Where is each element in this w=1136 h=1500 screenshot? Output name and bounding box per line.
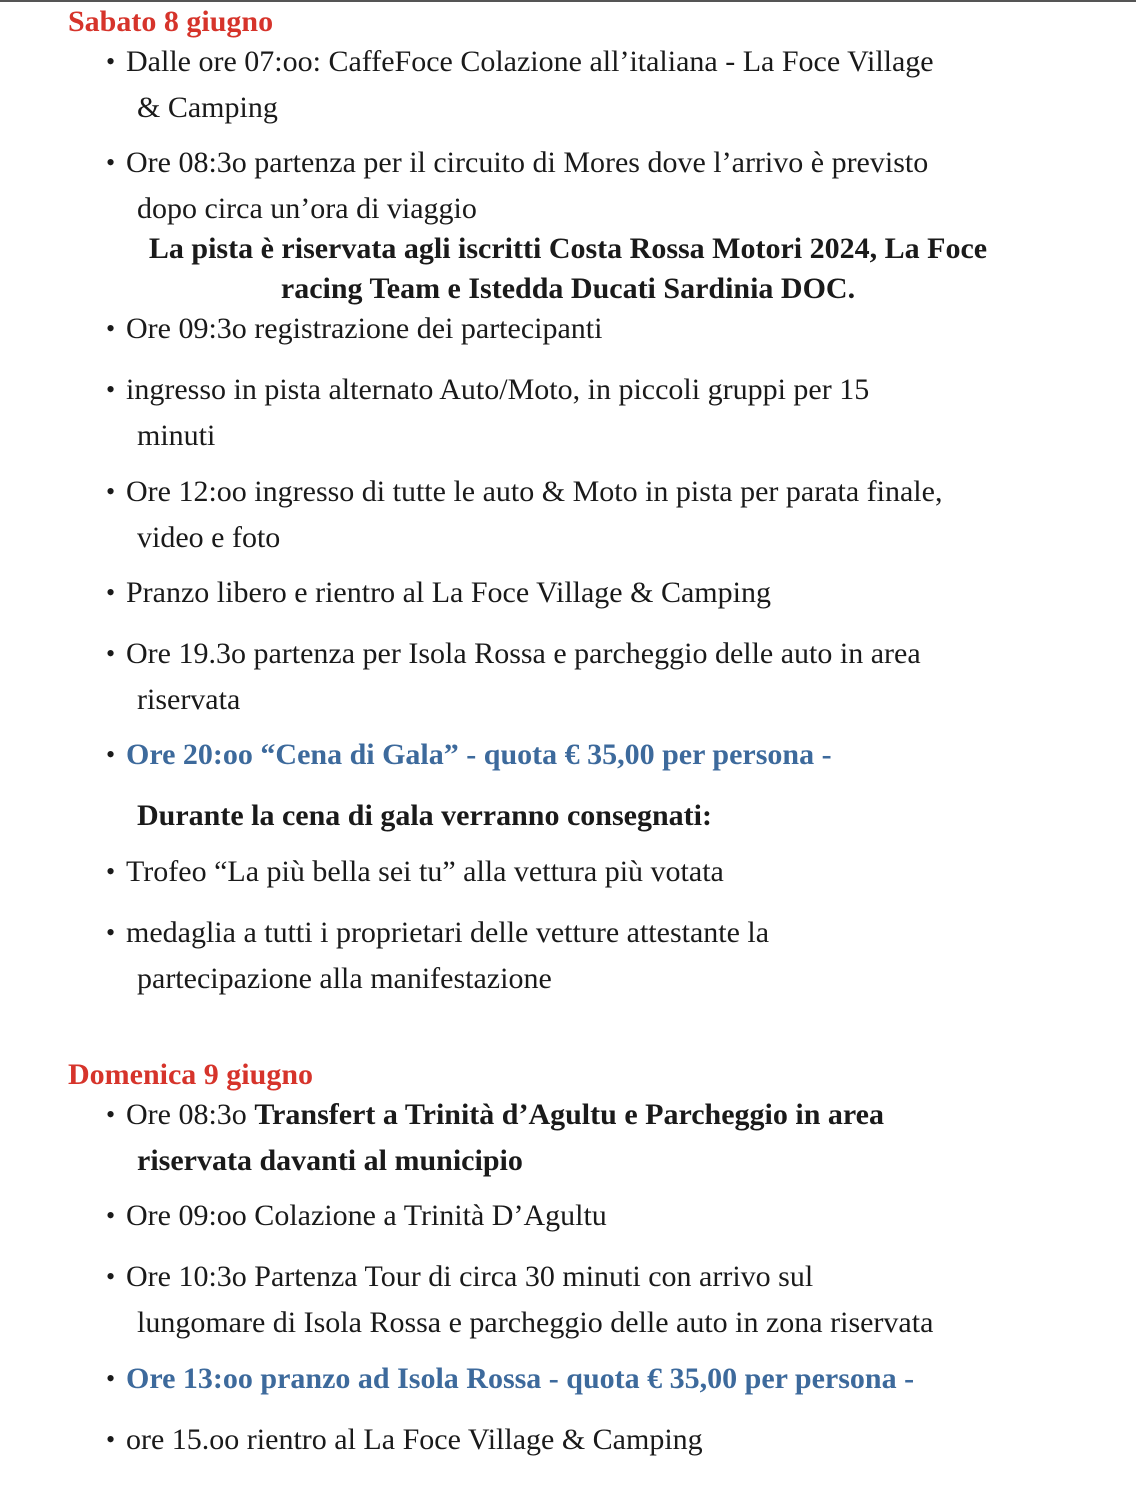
bullet-icon: •	[106, 918, 116, 947]
item-text: Ore 09:oo Colazione a Trinità D’Agultu	[126, 1199, 607, 1232]
notice-line: La pista è riservata agli iscritti Costa Rossa Motori 2024, La Foce	[148, 232, 988, 265]
bullet-icon: •	[106, 1100, 116, 1129]
notice-line: racing Team e Istedda Ducati Sardinia DOC.	[280, 272, 856, 305]
bullet-icon: •	[106, 578, 116, 607]
item-text	[106, 1092, 1096, 1138]
item-text: Ore 19.3o partenza per Isola Rossa e parcheggio delle auto in area	[126, 637, 921, 670]
heading-domenica: Domenica 9 giugno	[68, 1058, 314, 1091]
list-item	[106, 39, 1096, 131]
list-item	[106, 367, 1096, 459]
item-text: medaglia a tutti i proprietari delle vetture attestante la	[126, 916, 770, 949]
bullet-icon: •	[106, 1364, 116, 1393]
list-item	[106, 910, 1096, 1002]
list-item	[106, 469, 1096, 561]
list-item	[106, 570, 1096, 616]
list-item	[106, 1193, 1096, 1239]
bullet-icon: •	[106, 740, 116, 769]
gala-subheading: Durante la cena di gala verranno consegnati:	[137, 799, 712, 832]
track-notice	[68, 229, 1068, 309]
item-text-continued: minuti	[137, 419, 216, 452]
bullet-icon: •	[106, 47, 116, 76]
bullet-icon: •	[106, 639, 116, 668]
item-text: Ore 10:3o Partenza Tour di circa 30 minuti con arrivo sul	[126, 1260, 814, 1293]
item-text-continued: riservata	[137, 683, 241, 716]
item-text-continued: riservata davanti al municipio	[137, 1144, 523, 1177]
bullet-icon: •	[106, 314, 116, 343]
item-text-continued: partecipazione alla manifestazione	[137, 962, 552, 995]
list-item	[106, 631, 1096, 723]
list-item	[106, 140, 1096, 232]
item-text: Pranzo libero e rientro al La Foce Village & Camping	[126, 576, 771, 609]
lunch-text: Ore 13:oo pranzo ad Isola Rossa - quota € 35,00 per persona -	[126, 1362, 915, 1395]
item-text: Trofeo “La più bella sei tu” alla vettura più votata	[126, 855, 724, 888]
list-item	[106, 1092, 1096, 1184]
item-text: Ore 12:oo ingresso di tutte le auto & Moto in pista per parata finale,	[126, 475, 943, 508]
item-text: ore 15.oo rientro al La Foce Village & Camping	[126, 1423, 703, 1456]
bullet-icon: •	[106, 375, 116, 404]
bullet-icon: •	[106, 857, 116, 886]
list-item	[106, 849, 1096, 895]
bullet-icon: •	[106, 1201, 116, 1230]
list-item-lunch	[106, 1356, 1096, 1402]
item-text-continued: & Camping	[137, 91, 278, 124]
item-text: ingresso in pista alternato Auto/Moto, in piccoli gruppi per 15	[126, 373, 870, 406]
list-item	[106, 1254, 1096, 1346]
item-text-continued: dopo circa un’ora di viaggio	[137, 192, 477, 225]
item-text: Ore 09:3o registrazione dei partecipanti	[126, 312, 603, 345]
item-time: Ore 08:3o	[126, 1098, 255, 1131]
item-text: Dalle ore 07:oo: CaffeFoce Colazione all’italiana - La Foce Village	[126, 45, 934, 78]
bullet-icon: •	[106, 477, 116, 506]
list-item-gala-dinner	[106, 732, 1096, 778]
list-item	[106, 306, 1096, 352]
bullet-icon: •	[106, 1262, 116, 1291]
bullet-icon: •	[106, 1425, 116, 1454]
item-bold-text: Transfert a Trinità d’Agultu e Parcheggio in area	[254, 1098, 884, 1131]
gala-dinner-text: Ore 20:oo “Cena di Gala” - quota € 35,00 per persona -	[126, 738, 832, 771]
heading-sabato: Sabato 8 giugno	[68, 5, 274, 38]
list-item	[106, 1417, 1096, 1463]
item-text-continued: lungomare di Isola Rossa e parcheggio delle auto in zona riservata	[137, 1306, 934, 1339]
item-text: Ore 08:3o partenza per il circuito di Mores dove l’arrivo è previsto	[126, 146, 929, 179]
item-text-continued: video e foto	[137, 521, 281, 554]
bullet-icon: •	[106, 148, 116, 177]
